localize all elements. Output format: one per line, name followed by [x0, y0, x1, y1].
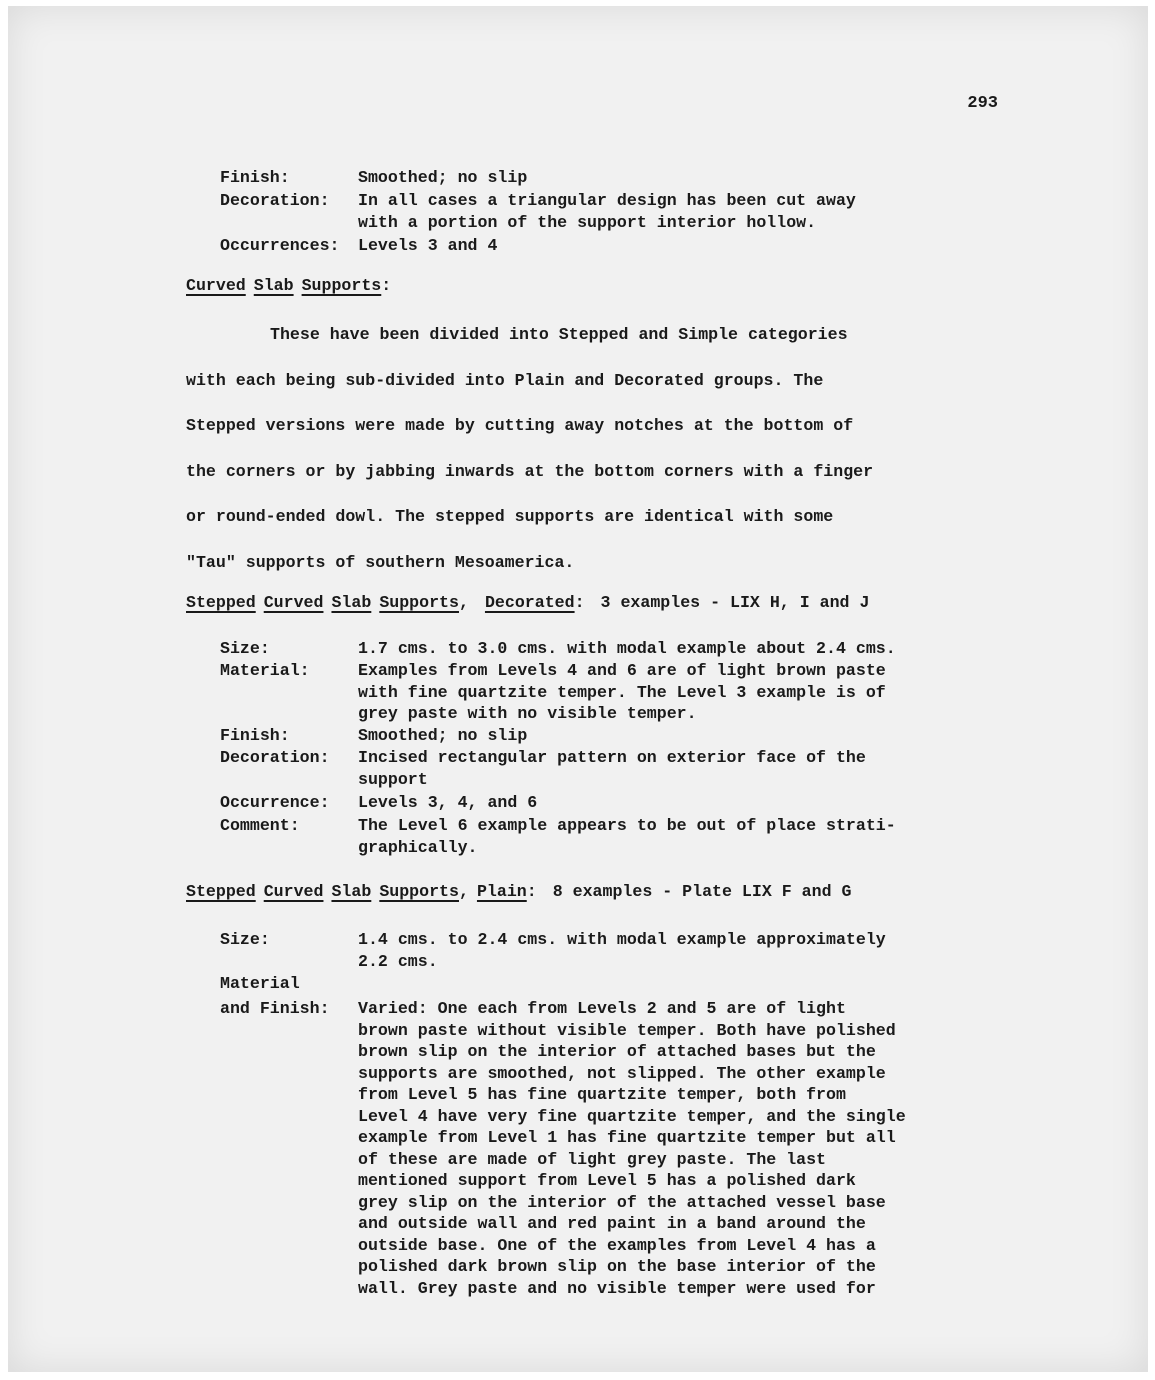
page-number: 293 — [967, 94, 998, 113]
field-value-line: polished dark brown slip on the base interior of the — [358, 1257, 876, 1276]
curved-slab-paragraph — [186, 312, 1006, 585]
field-label: Occurrences: — [220, 236, 340, 255]
field-label: Finish: — [220, 726, 290, 745]
paragraph-line: with each being sub-divided into Plain and Decorated groups. The — [186, 370, 824, 390]
heading-note: 8 examples - Plate LIX F and G — [552, 882, 852, 901]
field-value-line: Examples from Levels 4 and 6 are of light brown paste — [358, 661, 886, 680]
field-value-line: mentioned support from Level 5 has a polished dark — [358, 1171, 856, 1190]
heading-word: Slab — [331, 882, 372, 901]
field-value-line: supports are smoothed, not slipped. The other example — [358, 1063, 886, 1083]
field-label: Finish: — [220, 168, 290, 187]
heading-word: Curved — [186, 276, 246, 295]
field-label: and Finish: — [220, 999, 330, 1018]
heading-word: Supports — [379, 882, 459, 901]
plain-size-row — [220, 929, 886, 972]
decorated-size-row — [220, 638, 896, 660]
field-label: Decoration: — [220, 748, 330, 767]
field-label: Material: — [220, 661, 310, 680]
field-value-line: 2.2 cms. — [358, 951, 438, 971]
field-value-line: Level 4 have very fine quartzite temper, and the single — [358, 1106, 906, 1126]
field-value-line: Incised rectangular pattern on exterior face of the — [358, 748, 866, 767]
heading-word: Stepped — [186, 593, 256, 612]
heading-word: Slab — [331, 593, 372, 612]
plain-material-finish-row — [220, 998, 906, 1299]
document-page — [8, 6, 1148, 1372]
field-value-line: outside base. One of the examples from Level 4 has a — [358, 1235, 876, 1255]
field-value-line: from Level 5 has fine quartzite temper, both from — [358, 1085, 846, 1104]
heading-type: Plain — [476, 882, 527, 901]
heading-word: Slab — [253, 276, 294, 295]
heading-word: Stepped — [186, 882, 256, 901]
field-label: Occurrence: — [220, 793, 330, 812]
paragraph-line: Stepped versions were made by cutting away notches at the bottom of — [186, 416, 854, 435]
field-value-line: Smoothed; no slip — [358, 168, 528, 187]
plain-material-label-row — [220, 973, 358, 995]
field-value-line: support — [358, 769, 428, 789]
field-value-line: of these are made of light grey paste. The last — [358, 1149, 827, 1169]
field-value-line: 1.4 cms. to 2.4 cms. with modal example approximately — [358, 930, 886, 949]
paragraph-line: "Tau" supports of southern Mesoamerica. — [186, 552, 575, 572]
field-value-line: graphically. — [358, 837, 478, 857]
field-label: Decoration: — [220, 191, 330, 210]
field-value-line: In all cases a triangular design has been cut away — [358, 191, 856, 210]
curved-slab-heading — [186, 276, 391, 295]
heading-colon: : — [381, 276, 392, 295]
field-value-line: brown slip on the interior of attached bases but the — [358, 1042, 876, 1061]
paragraph-line: the corners or by jabbing inwards at the bottom corners with a finger — [186, 461, 874, 481]
heading-word: Curved — [263, 882, 324, 901]
field-value-line: with fine quartzite temper. The Level 3 example is of — [358, 682, 886, 702]
heading-comma: , — [458, 882, 469, 901]
decorated-occurrence-row — [220, 792, 537, 814]
paragraph-line: These have been divided into Stepped and Simple categories — [270, 325, 848, 344]
field-label: Comment: — [220, 816, 300, 835]
field-value-line: with a portion of the support interior hollow. — [358, 212, 817, 232]
decorated-material-row — [220, 660, 886, 725]
heading-colon: : — [574, 593, 585, 612]
field-label: Size: — [220, 639, 270, 658]
field-value-line: grey slip on the interior of the attached vessel base — [358, 1192, 886, 1212]
field-value-line: wall. Grey paste and no visible temper were used for — [358, 1278, 876, 1298]
field-value-line: Smoothed; no slip — [358, 726, 528, 745]
field-label: Size: — [220, 930, 270, 949]
field-value-line: Levels 3, 4, and 6 — [358, 793, 538, 812]
top-decoration-row — [220, 190, 856, 233]
field-label: Material — [220, 974, 300, 993]
field-value-line: Levels 3 and 4 — [358, 236, 498, 255]
decorated-decoration-row — [220, 747, 866, 790]
field-value-line: The Level 6 example appears to be out of place strati- — [358, 816, 896, 835]
field-value-line: 1.7 cms. to 3.0 cms. with modal example about 2.4 cms. — [358, 639, 896, 658]
top-finish-row — [220, 167, 527, 189]
paragraph-line: or round-ended dowl. The stepped supports are identical with some — [186, 507, 834, 526]
stepped-plain-heading — [186, 882, 851, 901]
top-occurrences-row — [220, 235, 497, 257]
heading-word: Supports — [379, 593, 459, 612]
heading-note: 3 examples - LIX H, I and J — [600, 593, 870, 612]
field-value-line: brown paste without visible temper. Both have polished — [358, 1020, 896, 1040]
heading-type: Decorated — [484, 593, 575, 612]
field-value-line: and outside wall and red paint in a band around the — [358, 1214, 866, 1233]
stepped-decorated-heading — [186, 593, 869, 612]
field-value-line: grey paste with no visible temper. — [358, 704, 697, 723]
decorated-comment-row — [220, 815, 896, 858]
field-value-line: example from Level 1 has fine quartzite temper but all — [358, 1128, 896, 1147]
decorated-finish-row — [220, 725, 527, 747]
heading-word: Curved — [263, 593, 324, 612]
heading-word: Supports — [301, 276, 382, 295]
field-value-line: Varied: One each from Levels 2 and 5 are of light — [358, 999, 846, 1018]
heading-comma: , — [458, 593, 469, 612]
heading-colon: : — [526, 882, 537, 901]
